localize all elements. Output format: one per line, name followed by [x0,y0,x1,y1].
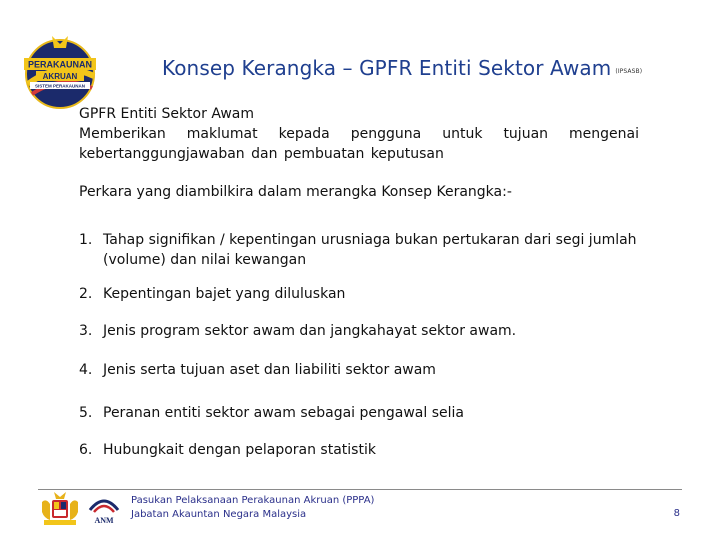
logo-line1: PERAKAUNAN [27,59,93,70]
list-item [79,230,659,270]
list-text: Jenis program sektor awam dan jangkahayat sektor awam. [103,323,517,339]
list-text: Jenis serta tujuan aset dan liabiliti sektor awam [103,362,436,378]
list-text: Hubungkait dengan pelaporan statistik [103,442,376,458]
footer-text [131,494,374,522]
list-text: Tahap signifikan / kepentingan urusniaga bukan pertukaran dari segi jumlah (volume) dan nilai kewangan [103,232,637,268]
perakaunan-akruan-logo [22,30,98,114]
subheading: GPFR Entiti Sektor Awam [79,106,254,122]
list-number: 6. [79,442,93,458]
numbered-list [79,230,659,460]
list-item [79,284,659,304]
list-item [79,321,659,341]
slide-title-tag: (IPSASB) [615,68,643,75]
slide-title-text: Konsep Kerangka – GPFR Entiti Sektor Awam [162,56,612,80]
logo-line2: AKRUAN [42,72,78,81]
intro-text: Perkara yang diambilkira dalam merangka Konsep Kerangka:- [79,184,512,200]
list-number: 1. [79,232,93,248]
anm-logo [86,490,122,526]
page-number: 8 [673,508,680,519]
footer-line1: Pasukan Pelaksanaan Perakaunan Akruan (PPPA) [131,495,375,506]
list-number: 5. [79,405,93,421]
crest-icon [38,490,82,528]
list-item [79,360,659,380]
slide-title [162,56,642,80]
list-number: 2. [79,286,93,302]
footer-divider [38,489,682,490]
list-text: Peranan entiti sektor awam sebagai pengawal selia [103,405,464,421]
anm-label: ANM [94,516,114,525]
description: Memberikan maklumat kepada pengguna untuk tujuan mengenai kebertanggungjawaban dan pembuatan keputusan [79,126,639,162]
logo-line3: SISTEM PERAKAUNAN [34,83,86,89]
list-number: 3. [79,323,93,339]
list-text: Kepentingan bajet yang diluluskan [103,286,346,302]
list-item [79,403,659,423]
list-item [79,440,659,460]
footer-line2: Jabatan Akauntan Negara Malaysia [131,509,307,520]
body-block [79,104,639,164]
list-number: 4. [79,362,93,378]
